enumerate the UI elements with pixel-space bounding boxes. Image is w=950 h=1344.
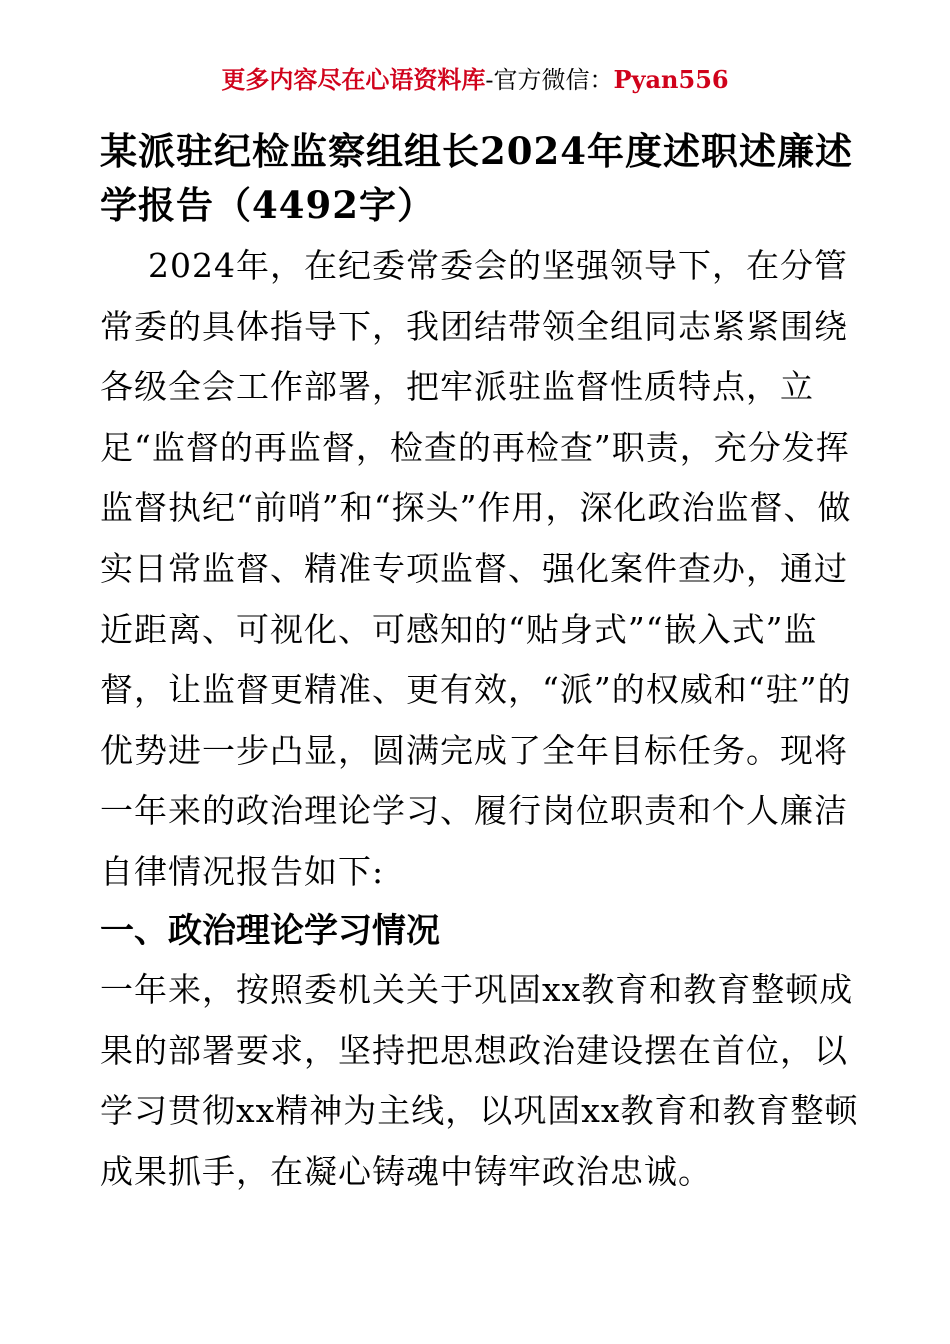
section-1-paragraph: 一年来，按照委机关关于巩固xx教育和教育整顿成果的部署要求，坚持把思想政治建设摆在首位，以学习贯彻xx精神为主线，以巩固xx教育和教育整顿成果抓手，在凝心铸魂中铸牢政治忠诚。 [100,970,859,1191]
promo-contact-id: Pyan556 [613,65,729,94]
promo-library-text: 更多内容尽在心语资料库 [221,65,486,94]
document-title: 某派驻纪检监察组组长2024年度述职述廉述学报告（4492字） [100,129,853,227]
intro-paragraph: 2024年，在纪委常委会的坚强领导下，在分管常委的具体指导下，我团结带领全组同志紧紧围绕各级全会工作部署，把牢派驻监督性质特点，立足“监督的再监督，检查的再检查”职责，充分发挥监督执纪“前哨”和“探头”作用，深化政治监督、做实日常监督、精准专项监督、强化案件查办，通过近距离、可视化、可感知的“贴身式”“嵌入式”监督，让监督更精准、更有效，“派”的权威和“驻”的优势进一步凸显，圆满完成了全年目标任务。现将一年来的政治理论学习、履行岗位职责和个人廉洁自律情况报告如下: [100,246,852,891]
promo-header [0,62,950,98]
promo-wechat-label: -官方微信： [485,66,614,94]
section-heading-1: 一、政治理论学习情况 [100,911,440,951]
